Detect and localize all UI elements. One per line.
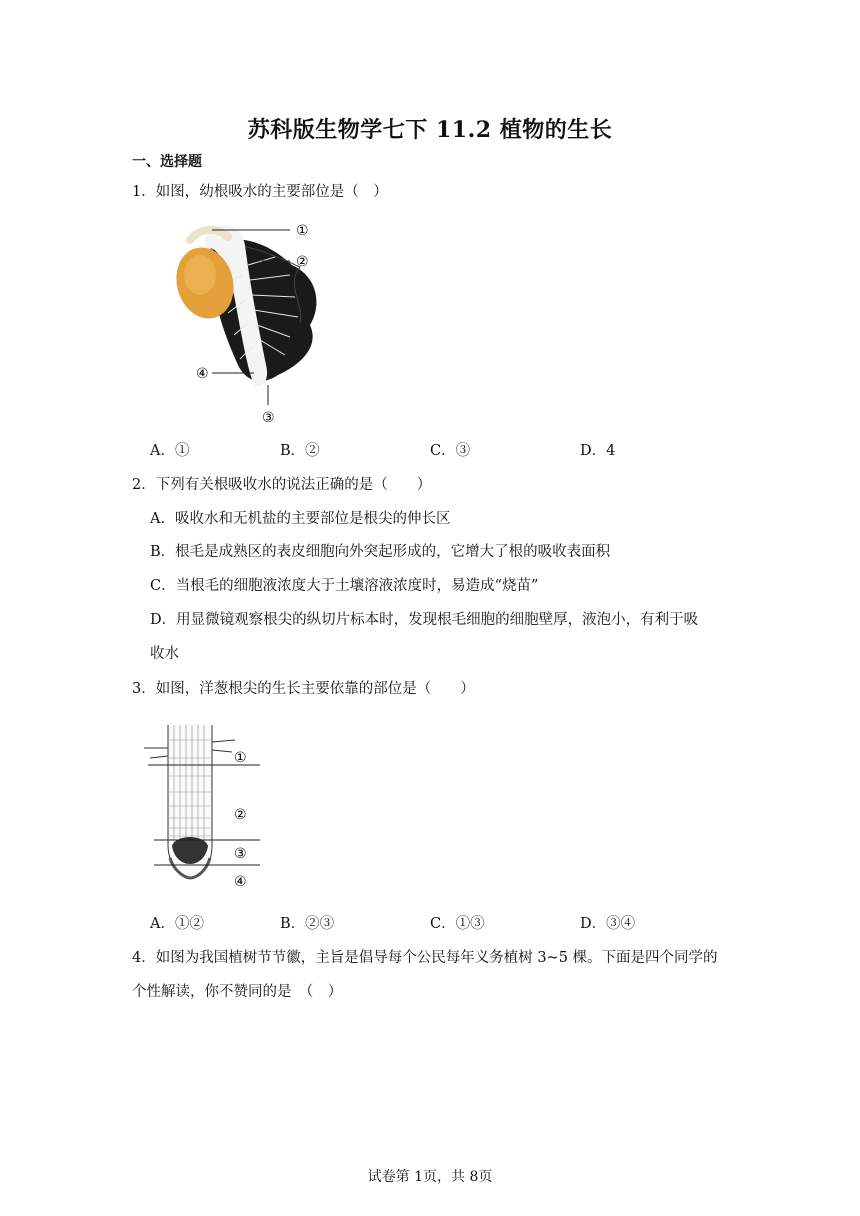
figure3-label-2: ② [234,807,247,823]
q1-option-a[interactable]: A．① [150,443,190,459]
page-title: 苏科版生物学七下 11.2 植物的生长 [247,117,613,143]
section-heading: 一、选择题 [132,154,202,170]
q1-option-b[interactable]: B．② [280,443,320,459]
page-footer: 试卷第 1页，共 8页 [367,1169,493,1185]
q2-option-a[interactable]: A．吸收水和无机盐的主要部位是根尖的伸长区 [150,511,451,527]
figure3-label-4: ④ [234,874,247,890]
question-4-stem-line2: 个性解读，你不赞同的是 （ ） [132,984,343,1000]
figure1-label-1: ① [296,223,309,239]
q2-option-b[interactable]: B．根毛是成熟区的表皮细胞向外突起形成的，它增大了根的吸收表面积 [150,544,611,560]
q3-option-b[interactable]: B．②③ [280,916,335,932]
figure3-label-3: ③ [234,846,247,862]
question-3-stem: 3．如图，洋葱根尖的生长主要依靠的部位是（ ） [132,681,475,697]
figure1-label-3: ③ [262,410,275,426]
figure1-label-4: ④ [196,366,209,382]
seedling-root-figure [150,205,330,430]
question-4-stem-line1: 4．如图为我国植树节节徽，主旨是倡导每个公民每年义务植树 3~5 棵。下面是四个同学的 [132,950,718,966]
onion-root-tip-figure [140,720,270,895]
q1-option-c[interactable]: C．③ [430,443,471,459]
q3-option-d[interactable]: D．③④ [580,916,636,932]
figure3-label-1: ① [234,750,247,766]
question-2-stem: 2．下列有关根吸收水的说法正确的是（ ） [132,477,432,493]
figure1-label-2: ② [296,254,309,270]
q2-option-d[interactable]: D．用显微镜观察根尖的纵切片标本时，发现根毛细胞的细胞壁厚，液泡小，有利于吸 [150,612,699,628]
q2-option-c[interactable]: C．当根毛的细胞液浓度大于土壤溶液浓度时，易造成“烧苗” [150,578,539,594]
q2-option-d-continued: 收水 [150,646,179,662]
q1-option-d[interactable]: D．4 [580,443,616,459]
q3-option-c[interactable]: C．①③ [430,916,485,932]
question-1-stem: 1．如图，幼根吸水的主要部位是（ ） [132,184,388,200]
q3-option-a[interactable]: A．①② [150,916,204,932]
